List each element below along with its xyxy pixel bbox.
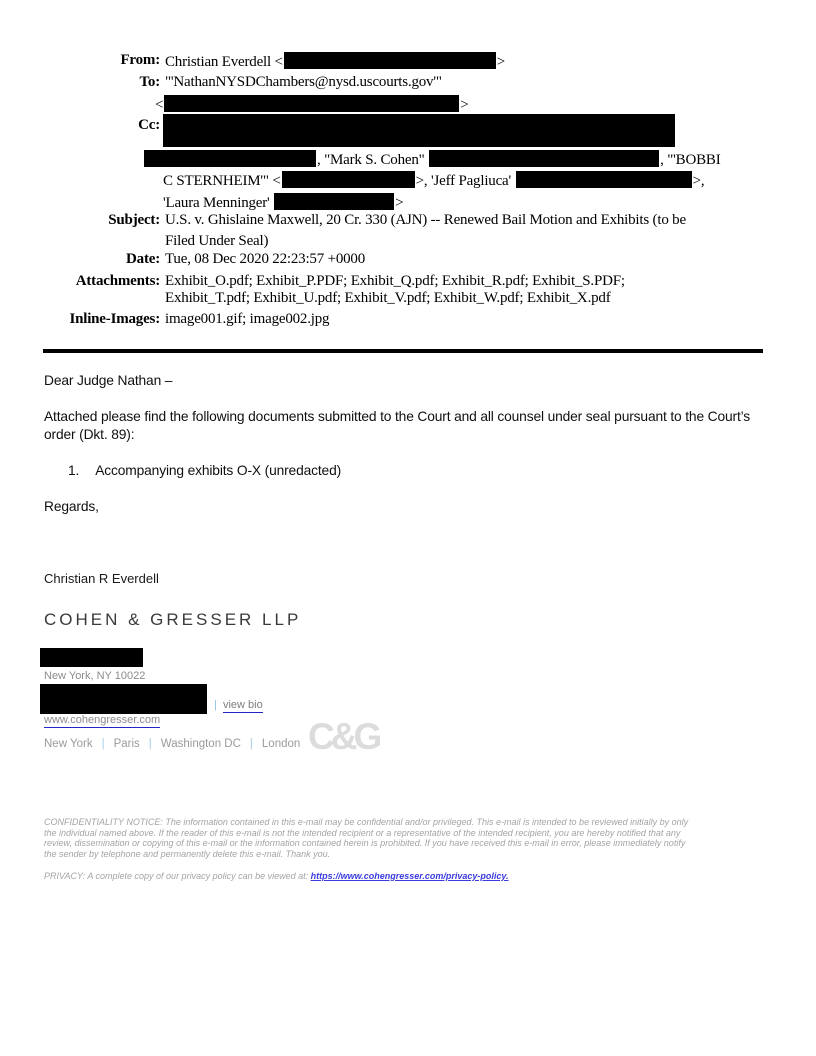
attachments-line2: Exhibit_T.pdf; Exhibit_U.pdf; Exhibit_V.pdf; Exhibit_W.pdf; Exhibit_X.pdf (165, 290, 611, 306)
redaction-bar (282, 171, 415, 188)
subject-value-line2: Filed Under Seal) (165, 233, 269, 249)
body-paragraph-line2: order (Dkt. 89): (44, 427, 135, 442)
sender-name: Christian R Everdell (44, 571, 159, 586)
cc-recipient: >, 'Jeff Pagliuca' (415, 173, 515, 189)
privacy-notice (44, 871, 509, 881)
from-value (165, 52, 505, 71)
attachments-line1: Exhibit_O.pdf; Exhibit_P.PDF; Exhibit_Q.pdf; Exhibit_R.pdf; Exhibit_S.PDF; (165, 272, 625, 289)
attachments-label: Attachments: (75, 272, 160, 289)
separator-pipe: | (214, 699, 217, 711)
city-zip: New York, NY 10022 (44, 669, 146, 682)
confidentiality-line: CONFIDENTIALITY NOTICE: The information contained in this e-mail may be confidential and/or privileged. This e-mail is intended to be reviewed initially by only (44, 817, 689, 827)
redaction-bar (144, 150, 316, 167)
salutation: Dear Judge Nathan – (44, 373, 173, 388)
redaction-bar (163, 114, 675, 147)
subject-value-line1: U.S. v. Ghislaine Maxwell, 20 Cr. 330 (AJN) -- Renewed Bail Motion and Exhibits (to be (165, 212, 686, 228)
from-sender-name: Christian Everdell < (165, 54, 283, 70)
to-value-line2 (155, 95, 469, 114)
view-bio-link[interactable]: view bio (222, 699, 263, 711)
from-label: From: (120, 52, 160, 68)
cc-value-line4 (163, 193, 403, 212)
redaction-bar (516, 171, 692, 188)
cc-value-line3 (163, 171, 704, 190)
separator-pipe: | (101, 738, 105, 750)
redaction-bar (164, 95, 459, 112)
office-city: Washington DC (160, 738, 241, 750)
to-open-bracket: < (155, 97, 164, 113)
from-close-bracket: > (496, 54, 506, 70)
privacy-text: PRIVACY: A complete copy of our privacy policy can be viewed at: (44, 871, 311, 881)
body-paragraph-line1: Attached please find the following documents submitted to the Court and all counsel under seal pursuant to the Court’s (44, 409, 751, 424)
closing: Regards, (44, 499, 99, 514)
to-label: To: (139, 73, 160, 90)
confidentiality-line: review, dissemination or copying of this e-mail or the information contained herein is prohibited. If you have received this e-mail in error, please immediately notify (44, 838, 686, 849)
to-close-bracket: > (460, 97, 469, 113)
list-item (68, 463, 341, 478)
cc-close-bracket: > (395, 194, 404, 211)
redaction-bar (40, 648, 143, 667)
inline-images-label: Inline-Images: (69, 311, 160, 327)
cc-recipient: C STERNHEIM'" < (163, 173, 281, 189)
bio-row (214, 699, 263, 711)
date-label: Date: (126, 251, 160, 267)
website-link[interactable]: www.cohengresser.com (44, 714, 161, 726)
cc-recipient: 'Laura Menninger' (163, 194, 274, 211)
cc-close-bracket: >, (692, 173, 705, 189)
redaction-bar (40, 684, 207, 714)
office-locations (44, 738, 300, 750)
redaction-bar (284, 52, 496, 69)
firm-wordmark: COHEN & GRESSER LLP (44, 610, 302, 629)
office-city: London (261, 738, 301, 750)
inline-images-value: image001.gif; image002.jpg (165, 311, 330, 327)
subject-label: Subject: (108, 212, 160, 228)
cc-label: Cc: (138, 117, 160, 133)
cg-logo-icon: C&G (308, 716, 379, 757)
office-city: Paris (113, 738, 140, 750)
date-value: Tue, 08 Dec 2020 22:23:57 +0000 (165, 251, 366, 267)
cc-value-line2 (143, 150, 721, 169)
separator-pipe: | (148, 738, 152, 750)
office-city: New York (44, 738, 93, 750)
list-item-text: Accompanying exhibits O-X (unredacted) (95, 463, 342, 478)
redaction-bar (274, 193, 394, 210)
to-value-line1: "'NathanNYSDChambers@nysd.uscourts.gov'" (165, 73, 442, 90)
separator-pipe: | (249, 738, 253, 750)
list-number: 1. (68, 463, 80, 478)
cc-recipient: , "Mark S. Cohen" (317, 152, 429, 168)
confidentiality-line: the sender by telephone and permanently delete this e-mail. Thank you. (44, 848, 331, 859)
confidentiality-line: the individual named above. If the reader of this e-mail is not the intended recipient or a representative of the intended recipient, you are hereby notified that any (44, 827, 681, 838)
cc-recipient: , "'BOBBI (660, 152, 721, 168)
redaction-bar (429, 150, 659, 167)
confidentiality-notice (44, 817, 688, 859)
privacy-policy-link[interactable]: https://www.cohengresser.com/privacy-policy. (310, 871, 509, 881)
header-divider (43, 349, 763, 353)
